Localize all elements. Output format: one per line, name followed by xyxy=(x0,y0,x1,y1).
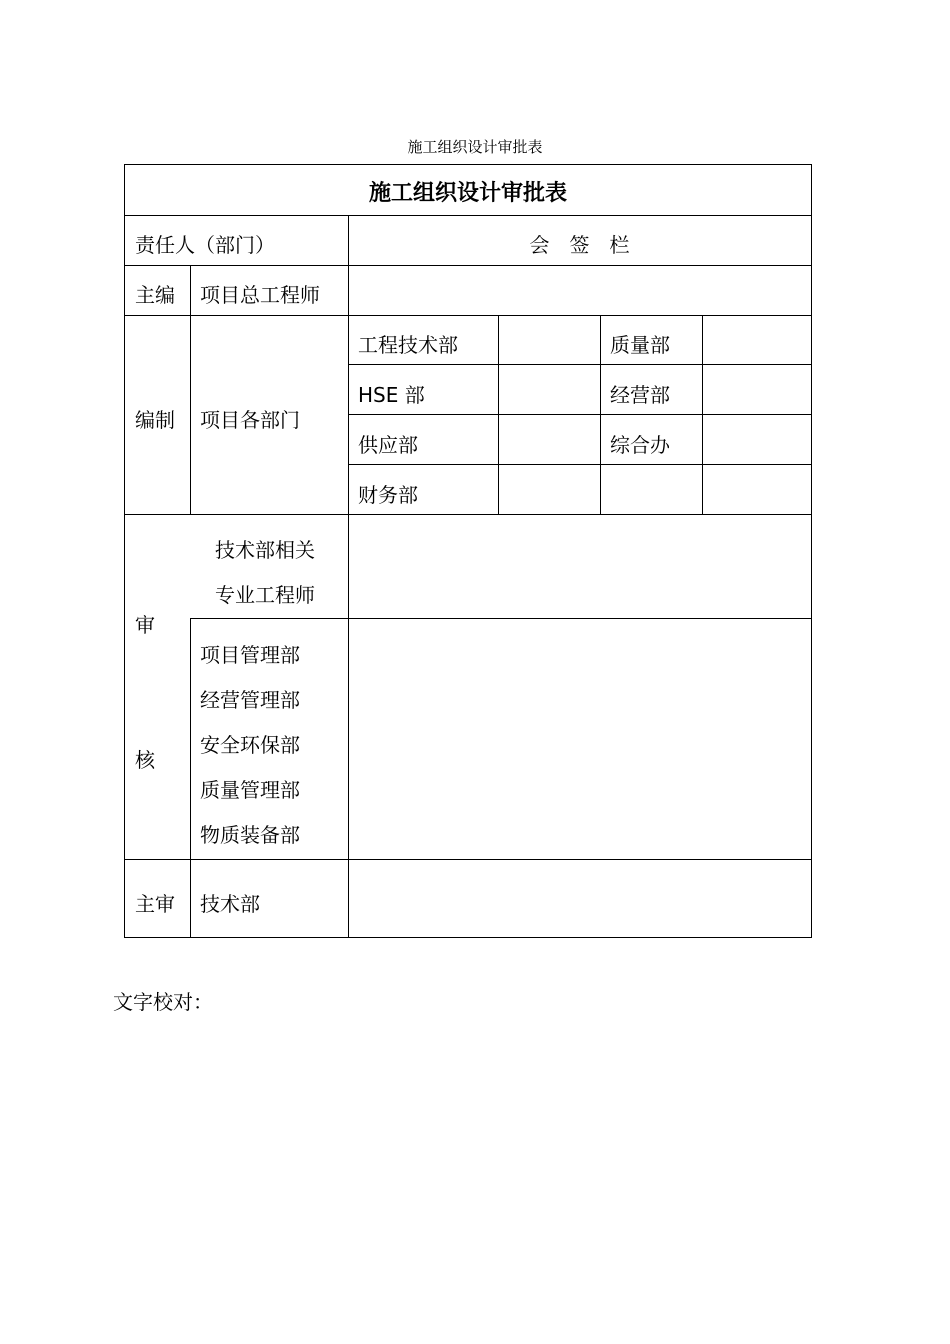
review-dept-safety-env: 安全环保部 xyxy=(200,733,300,757)
column-divider xyxy=(190,618,191,937)
review-label-bottom: 核 xyxy=(135,748,155,772)
signoff-dept-business: 经营部 xyxy=(610,383,670,407)
compile-dept: 项目各部门 xyxy=(200,408,300,432)
row-divider xyxy=(125,514,811,515)
column-divider xyxy=(190,265,191,515)
signoff-dept-engineering: 工程技术部 xyxy=(358,333,458,357)
review-dept-project-mgmt: 项目管理部 xyxy=(200,643,300,667)
review-tech-line1: 技术部相关 xyxy=(215,538,315,562)
form-title: 施工组织设计审批表 xyxy=(368,181,567,206)
signoff-dept-hse: HSE 部 xyxy=(358,383,425,407)
signoff-dept-supply: 供应部 xyxy=(358,433,418,457)
proofread-label: 文字校对： xyxy=(113,990,213,1014)
column-divider xyxy=(600,315,601,515)
review-dept-quality-mgmt: 质量管理部 xyxy=(200,778,300,802)
chief-editor-label: 主编 xyxy=(135,283,175,307)
signoff-dept-finance: 财务部 xyxy=(358,483,418,507)
review-dept-business-mgmt: 经营管理部 xyxy=(200,688,300,712)
row-divider xyxy=(125,265,811,266)
review-label-top: 审 xyxy=(135,613,155,637)
document-caption: 施工组织设计审批表 xyxy=(407,138,543,156)
chief-editor-person: 项目总工程师 xyxy=(200,283,320,307)
responsible-dept-header: 责任人（部门） xyxy=(135,233,275,257)
main-review-dept: 技术部 xyxy=(200,892,260,916)
signoff-dept-general-office: 综合办 xyxy=(610,433,670,457)
column-divider xyxy=(702,315,703,515)
approval-form-table xyxy=(124,164,812,938)
column-divider xyxy=(498,315,499,515)
row-divider xyxy=(348,414,811,415)
row-divider xyxy=(348,364,811,365)
column-divider xyxy=(348,215,349,937)
row-divider xyxy=(125,215,811,216)
review-dept-materials: 物质装备部 xyxy=(200,823,300,847)
main-review-label: 主审 xyxy=(135,892,175,916)
row-divider xyxy=(190,618,811,619)
compile-label: 编制 xyxy=(135,408,175,432)
review-tech-line2: 专业工程师 xyxy=(215,583,315,607)
row-divider xyxy=(348,464,811,465)
signoff-column-header: 会 签 栏 xyxy=(529,233,630,257)
row-divider xyxy=(125,859,811,860)
signoff-dept-quality: 质量部 xyxy=(610,333,670,357)
row-divider xyxy=(125,315,811,316)
